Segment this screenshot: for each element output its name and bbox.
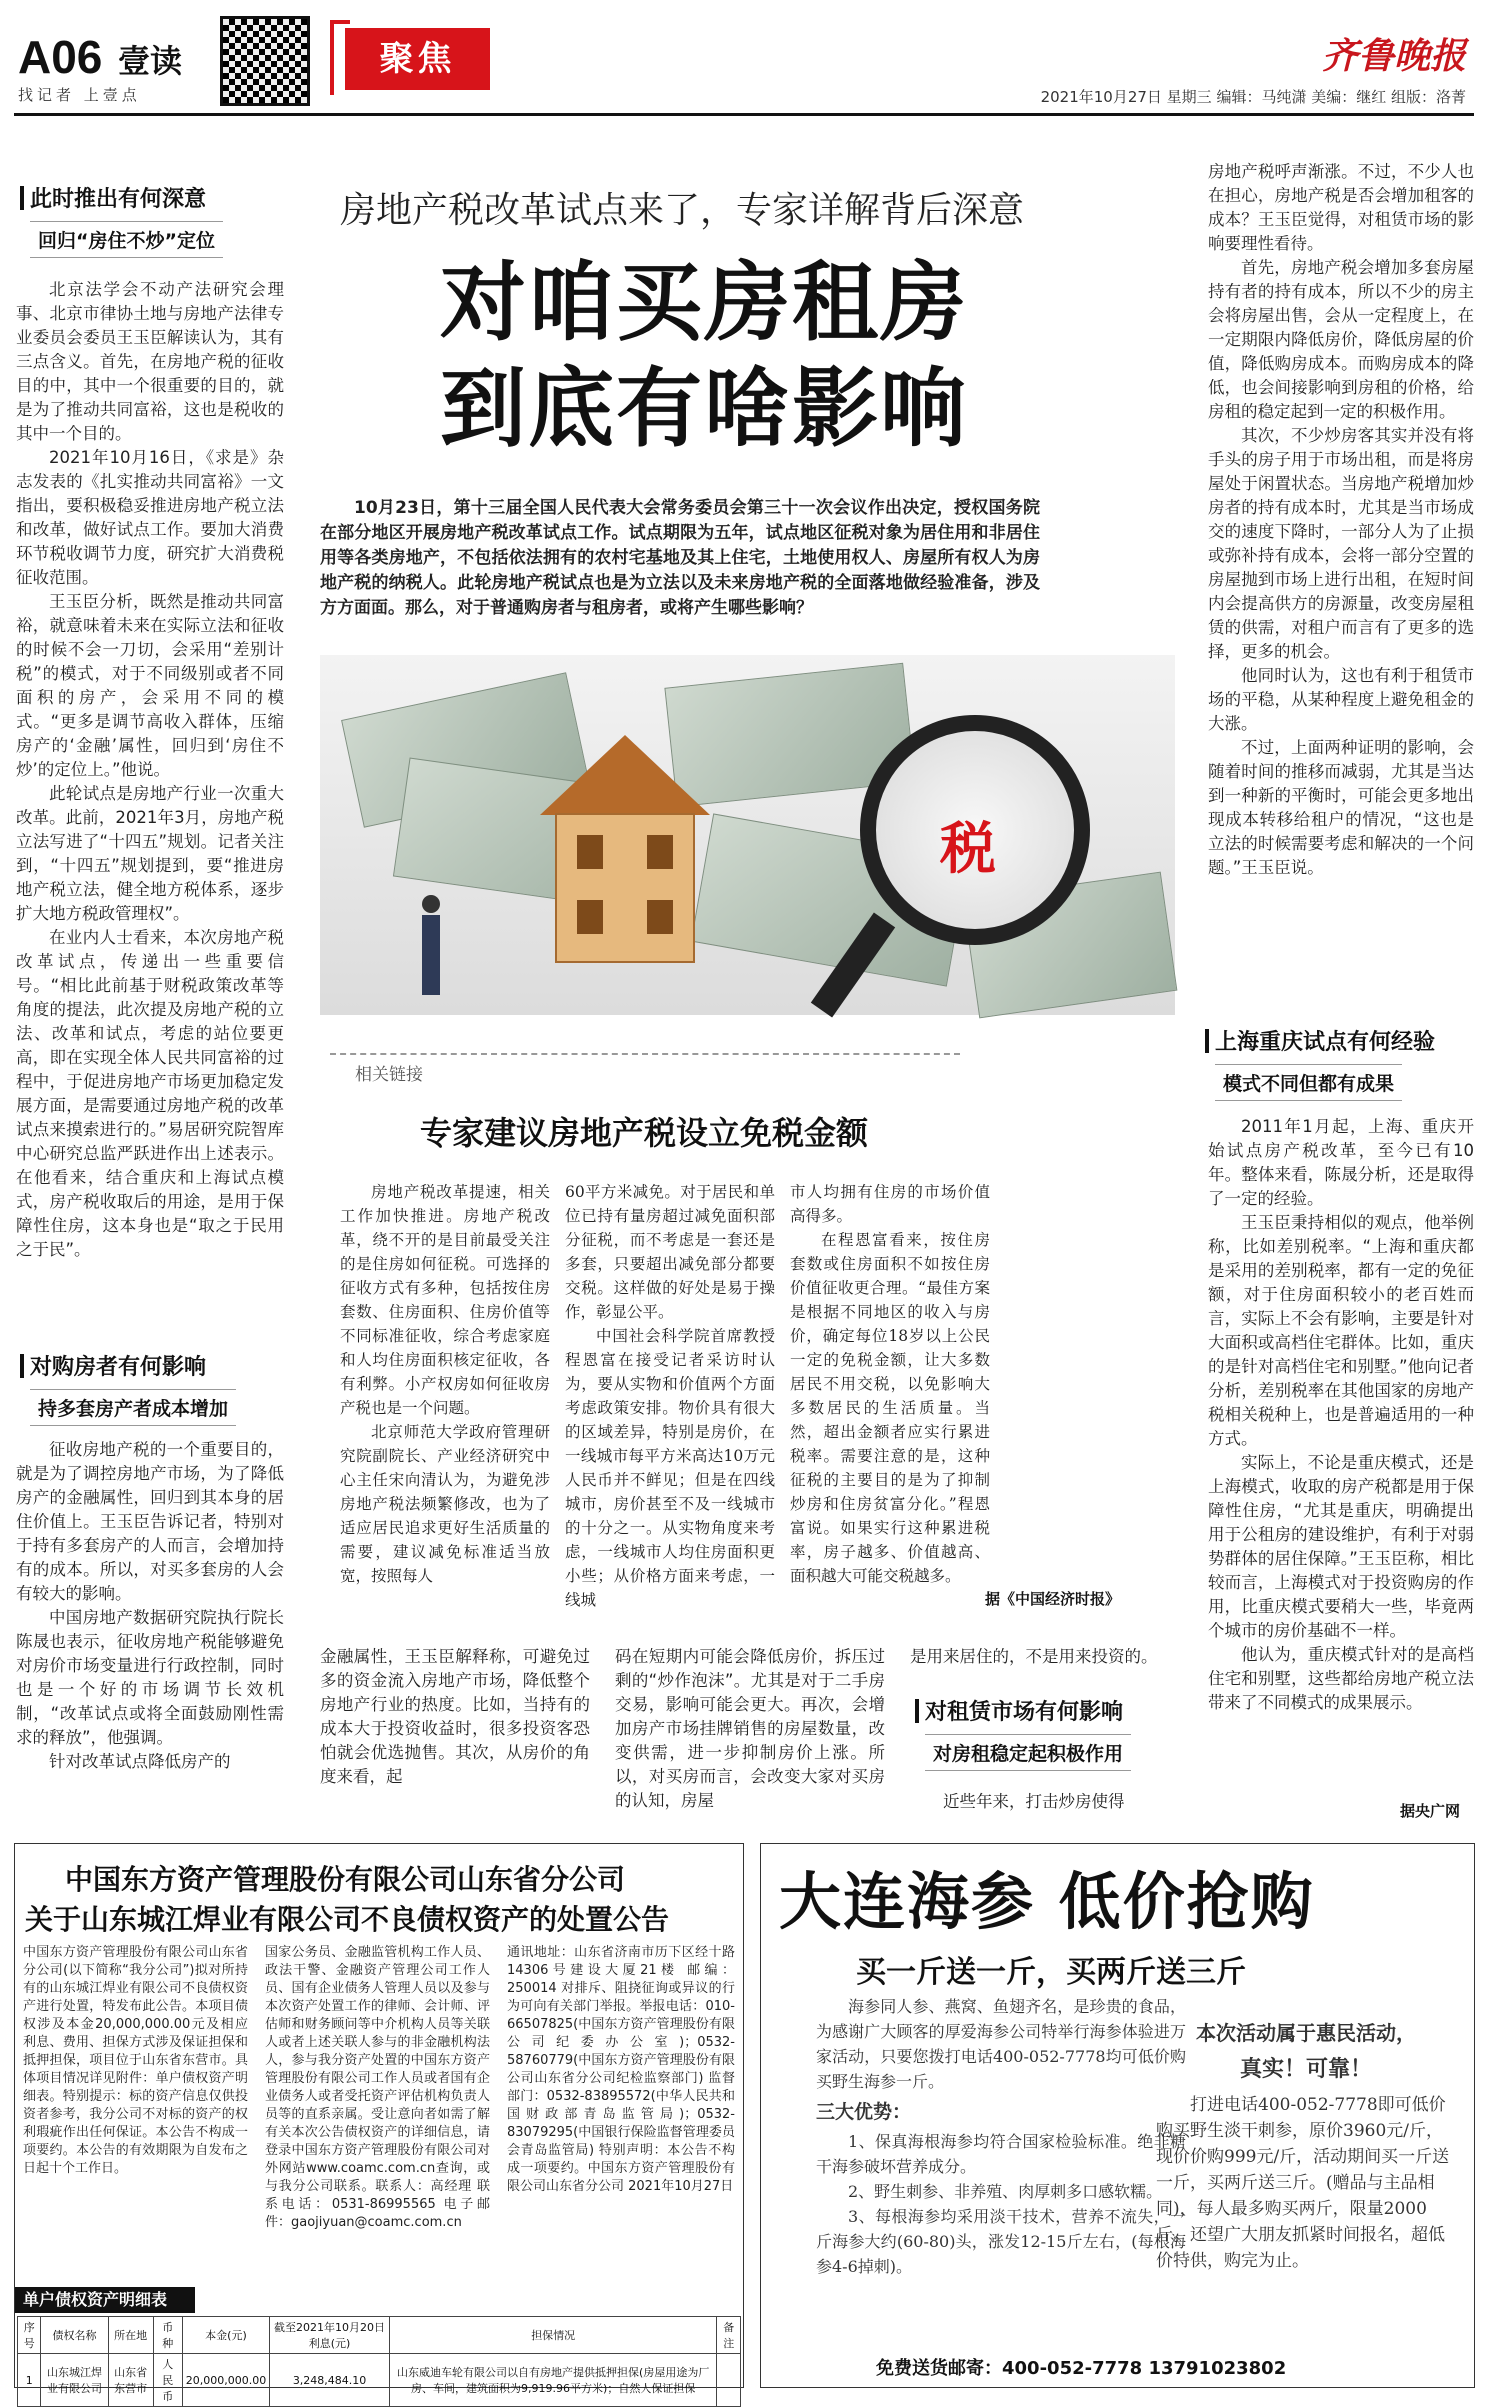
headline-line1: 对咱买房租房	[440, 253, 968, 353]
related-col1	[340, 1180, 550, 1588]
paragraph: 不过，上面两种证明的影响，会随着时间的推移而减弱，尤其是当达到一种新的平衡时，可能会更多地出现成本转移给租户的情况，“这也是立法的时候需要考虑和解决的一个问题。”王玉臣说。	[1208, 738, 1474, 877]
section3-title: 上海重庆试点有何经验	[1215, 1030, 1436, 1055]
left-column-text-2	[16, 1438, 284, 1774]
paragraph: 针对改革试点降低房产的	[49, 1752, 231, 1771]
table-header: 币种	[153, 2317, 182, 2354]
table-cell: 1	[18, 2354, 41, 2407]
asset-table	[17, 2316, 741, 2407]
paragraph: 码在短期内可能会降低房价，拆压过剩的“炒作泡沫”。尤其是对于二手房交易，影响可能会更大。再次，会增加房产市场挂牌销售的房屋数量，改变供需，进一步抑制房价上涨。所以，对买房而言，会改变大家对买房的认知，房屋	[615, 1647, 885, 1810]
paragraph: 房地产税改革提速，相关工作加快推进。房地产税改革，绕不开的是目前最受关注的是住房如何征税。可选择的征收方式有多种，包括按住房套数、住房面积、住房价值等不同标准征收，综合考虑家庭和人均住房面积核定征收，各有利弊。小产权房如何征收房产税也是一个问题。	[340, 1183, 550, 1417]
advantages-title: 三大优势：	[816, 2101, 912, 2123]
ad-body-right	[1156, 2020, 1456, 2274]
table-header: 本金(元)	[182, 2317, 269, 2354]
paragraph: 在业内人士看来，本次房地产税改革试点，传递出一些重要信号。“相比此前基于财税政策改革等角度的提法，此次提及房地产税的立法、改革和试点，考虑的站位要更高，即在实现全体人民共同富裕的过程中，于促进房地产市场更加稳定发展方面，是需要通过房地产税的改革试点来摸索进行的。”易居研究院智库中心研究总监严跃进作出上述表示。在他看来，结合重庆和上海试点模式，房产税收取后的用途，是用于保障性住房，这本身也是“取之于民用之于民”。	[16, 928, 284, 1259]
right-column-text-2	[1208, 1115, 1474, 1715]
table-cell	[717, 2354, 741, 2407]
paragraph: 中国房地产数据研究院执行院长陈晟也表示，征收房地产税能够避免对房价市场变量进行行政控制，同时也是一个好的市场调节长效机制，“改革试点或将全面鼓励刚性需求的释放”，他强调。	[16, 1608, 284, 1747]
section2-subtitle: 持多套房产者成本增加	[30, 1389, 236, 1426]
paragraph: 在程恩富看来，按住房套数或住房面积不如按住房价值征收更合理。“最佳方案是根据不同地区的收入与房价，确定每位18岁以上公民一定的免税金额，让大多数居民不用交税，以免影响大多数居民的生活质量。当然，超出金额者应实行累进税率。需要注意的是，这种征税的主要目的是为了抑制炒房和住房贫富分化。”程恩富说。如果实行这种累进税率，房子越多、价值越高、面积越大可能交税越多。	[790, 1231, 990, 1585]
headline-line2: 到底有啥影响	[440, 359, 968, 459]
section-name: 壹读	[118, 42, 183, 80]
focus-label: 聚焦	[345, 28, 490, 90]
table-header: 截至2021年10月20日利息(元)	[270, 2317, 390, 2354]
paragraph: 其次，不少炒房客其实并没有将手头的房子用于市场出租，而是将房屋处于闲置状态。当房地产税增加炒房者的持有成本时，尤其是当市场成交的速度下降时，一部分人为了止损或弥补持有成本，会将一部分空置的房屋抛到市场上进行出租，在短时间内会提高供方的房源量，改变房屋租赁的供需，对租户而言有了更多的选择，更多的机会。	[1208, 426, 1474, 661]
sea-cucumber-ad	[760, 1843, 1475, 2388]
center-bottom-col3	[910, 1645, 1180, 1669]
section1-title: 此时推出有何深意	[30, 187, 207, 212]
ad-notice-1: 本次活动属于惠民活动，	[1196, 2021, 1416, 2045]
ad-subtitle: 买一斤送一斤，买两斤送三斤	[856, 1955, 1246, 1990]
paragraph: 实际上，不论是重庆模式，还是上海模式，收取的房产税都是用于保障性住房，“尤其是重庆，明确提出用于公租房的建设维护，有利于对弱势群体的居住保障。”王玉臣称，相比较而言，上海模式对于投资购房的作用，比重庆模式要稍大一些，毕竟两个城市的房价基础不一样。	[1208, 1453, 1474, 1640]
table-header: 债权名称	[41, 2317, 108, 2354]
center-bottom-col2	[615, 1645, 885, 1813]
left-column-text	[16, 278, 284, 1262]
paragraph: 近些年来，打击炒房使得	[943, 1792, 1125, 1811]
paragraph: 王玉臣分析，既然是推动共同富裕，就意味着未来在实际立法和征收的时候不会一刀切，会采用“差别计税”的模式，对于不同级别或者不同面积的房产，会采用不同的模式。“更多是调节高收入群体，压缩房产的‘金融’属性，回归到‘房住不炒’的定位上。”他说。	[16, 592, 284, 779]
advantage-item: 2、野生刺参、非养殖、肉厚刺多口感软糯。	[848, 2182, 1163, 2201]
slogan: 找记者 上壹点	[18, 86, 141, 104]
ad-body-left	[816, 1994, 1186, 2279]
tax-character: 税	[940, 817, 996, 882]
paragraph: 金融属性，王玉臣解释称，可避免过多的资金流入房地产市场，降低整个房地产行业的热度。比如，当持有的成本大于投资收益时，很多投资客恐怕就会优选抛售。其次，从房价的角度来看，起	[320, 1647, 590, 1786]
table-header: 序号	[18, 2317, 41, 2354]
notice-body-2: 国家公务员、金融监管机构工作人员、政法干警、金融资产管理公司工作人员、国有企业债务人管理人员以及参与本次资产处置工作的律师、会计师、评估师和财务顾问等中介机构人员等关联人或者上述关联人参与的非金融机构法人，参与我分资产处置的中国东方资产管理股份有限公司工作人员或者国有企业债务人或者受托资产评估机构负责人员等的直系亲属。受让意向者如需了解有关本次公告债权资产的详细信息，请登录中国东方资产管理股份有限公司对外网站www.coamc.com.cn查询，或与我分公司联系。联系人：高经理 联系电话：0531-86995565 电子邮件：gaojiyuan@coamc.com.cn	[265, 1945, 490, 2230]
figurine-icon	[420, 895, 442, 995]
notice-title: 关于山东城江焊业有限公司不良债权资产的处置公告	[25, 1903, 670, 1936]
paragraph: 房地产税呼声渐涨。不过，不少人也在担心，房地产税是否会增加租客的成本？王玉臣觉得，对租赁市场的影响要理性看待。	[1208, 162, 1474, 253]
table-header-row	[18, 2317, 741, 2354]
related-tag: 相关链接	[355, 1065, 423, 1085]
table-header: 所在地	[108, 2317, 153, 2354]
paragraph: 首先，房地产税会增加多套房屋持有者的持有成本，所以不少的房主会将房屋出售，会从一定程度上，在一定期限内降低房价，降低房屋的价值，降低购房成本。而购房成本的降低，也会间接影响到房租的价格，给房租的稳定起到一定的积极作用。	[1208, 258, 1474, 421]
table-cell: 20,000,000.00	[182, 2354, 269, 2407]
advantage-item: 1、保真海根海参均符合国家检验标准。绝非糖干海参破坏营养成分。	[816, 2132, 1186, 2176]
paragraph: 北京师范大学政府管理研究院副院长、产业经济研究中心主任宋向清认为，为避免涉房地产税法频繁修改，也为了适应居民追求更好生活质量的需要，建议减免标准适当放宽，按照每人	[340, 1423, 550, 1585]
issue-meta: 2021年10月27日 星期三 编辑：马纯潇 美编：继红 组版：洛菁	[1040, 88, 1466, 106]
asset-disposal-notice	[14, 1843, 744, 2403]
paragraph: 是用来居住的，不是用来投资的。	[910, 1647, 1158, 1666]
table-cell: 山东威迪车轮有限公司以自有房地产提供抵押担保(房屋用途为厂房、车间，建筑面积为9,919.96平方米)；自然人保证担保	[389, 2354, 717, 2407]
article-kicker: 房地产税改革试点来了，专家详解背后深意	[340, 190, 1025, 231]
right-source: 据央广网	[1400, 1802, 1461, 1820]
notice-body-1: 中国东方资产管理股份有限公司山东省分公司(以下简称“我分公司”)拟对所持有的山东城江焊业有限公司不良债权资产进行处置，特发布此公告。本项目债权涉及本金20,000,000.00元及相应利息、费用、担保方式涉及保证担保和抵押担保，项目位于山东省东营市。具体项目情况详见附件：单户债权资产明细表。特别提示：标的资产信息仅供投资者参考，我分公司不对标的资产的权利瑕疵作出任何保证。本公告不构成一项要约。本公告的有效期限为自发布之日起十个工作日。	[23, 1945, 248, 2176]
newspaper-logo: 齐鲁晚报	[1321, 35, 1466, 77]
section4-title: 对租赁市场有何影响	[925, 1700, 1124, 1725]
notice-company: 中国东方资产管理股份有限公司山东省分公司	[65, 1863, 626, 1896]
section1-subtitle: 回归“房住不炒”定位	[30, 221, 223, 258]
ad-title: 大连海参 低价抢购	[779, 1865, 1315, 1938]
paragraph: 市人均拥有住房的市场价值高得多。	[790, 1183, 990, 1225]
asset-table-title: 单户债权资产明细表	[15, 2287, 195, 2313]
paragraph: 2011年1月起，上海、重庆开始试点房产税改革，至今已有10年。整体来看，陈晟分析，还是取得了一定的经验。	[1208, 1117, 1474, 1208]
center-bottom-col3b	[910, 1790, 1180, 1814]
table-header: 备注	[717, 2317, 741, 2354]
related-source: 据《中国经济时报》	[985, 1590, 1121, 1608]
section4-subtitle: 对房租稳定起积极作用	[925, 1734, 1131, 1771]
paragraph: 北京法学会不动产法研究会理事、北京市律协土地与房地产法律专业委员会委员王玉臣解读认为，其有三点含义。首先，在房地产税的征收目的中，其中一个很重要的目的，就是为了推动共同富裕，这也是税收的其中一个目的。	[16, 280, 284, 443]
right-column-text	[1208, 160, 1474, 880]
paragraph: 此轮试点是房地产行业一次重大改革。此前，2021年3月，房地产税立法写进了“十四五”规划。记者关注到，“十四五”规划提到，要“推进房地产税立法，健全地方税体系，逐步扩大地方税政管理权”。	[16, 784, 284, 923]
table-cell: 人民币	[153, 2354, 182, 2407]
paragraph: 王玉臣秉持相似的观点，他举例称，比如差别税率。“上海和重庆都是采用的差别税率，都有一定的免征额，对于住房面积较小的老百姓而言，实际上不会有影响，主要是针对大面积或高档住宅群体。比如，重庆的是针对高档住宅和别墅。”他向记者分析，差别税率在其他国家的房地产税相关税种上，也是普遍适用的一种方式。	[1208, 1213, 1474, 1448]
advantage-item: 3、每根海参均采用淡干技术，营养不流失，一斤海参大约(60-80)头，涨发12-15斤左右，(每根海参4-6掉刺)。	[816, 2207, 1186, 2276]
house-tax-illustration	[320, 655, 1175, 1015]
section3-heading	[1215, 1025, 1435, 1101]
table-cell: 3,248,484.10	[270, 2354, 390, 2407]
article-lead: 10月23日，第十三届全国人民代表大会常务委员会第三十一次会议作出决定，授权国务院在部分地区开展房地产税改革试点工作。试点期限为五年，试点地区征税对象为居住用和非居住用等各类房地产，不包括依法拥有的农村宅基地及其上住宅，土地使用权人、房屋所有权人为房地产税的纳税人。此轮房地产税试点也是为立法以及未来房地产税的全面落地做经验准备，涉及方方面面。那么，对于普通购房者与租房者，或将产生哪些影响？	[320, 498, 1040, 618]
table-row	[18, 2354, 741, 2407]
header-divider	[14, 113, 1474, 116]
article-headline	[440, 250, 968, 462]
related-title: 专家建议房地产税设立免税金额	[420, 1114, 869, 1152]
section1-heading	[30, 182, 223, 258]
section2-heading	[30, 1350, 236, 1426]
paragraph: 海参同人参、燕窝、鱼翅齐名，是珍贵的食品，为感谢广大顾客的厚爱海参公司特举行海参体验进万家活动，只要您拨打电话400-052-7778均可低价购买野生海参一斤。	[816, 1997, 1186, 2091]
table-cell: 山东省东营市	[108, 2354, 153, 2407]
paragraph: 2021年10月16日，《求是》杂志发表的《扎实推动共同富裕》一文指出，要积极稳妥推进房地产税立法和改革，做好试点工作。要加大消费环节税收调节力度，研究扩大消费税征收范围。	[16, 448, 284, 587]
paragraph: 60平方米减免。对于居民和单位已持有量房超过减免面积部分征税，而不考虑是一套还是多套，只要超出减免部分都要交税。这样做的好处是易于操作，彰显公平。	[565, 1183, 775, 1321]
paragraph: 他认为，重庆模式针对的是高档住宅和别墅，这些都给房地产税立法带来了不同模式的成果展示。	[1208, 1645, 1474, 1712]
notice-body-3: 通讯地址：山东省济南市历下区经十路14306号建设大厦21楼 邮编：250014 对排斥、阻挠征询或异议的行为可向有关部门举报。举报电话：010-66507825(中国东方资产管理股份有限公司纪委办公室)；0532-58760779(中国东方资产管理股份有限公司山东省分公司纪检监察部门) 监督部门：0532-83895572(中华人民共和国财政部青岛监管局)；0532-83079295(中国银行保险监督管理委员会青岛监管局) 特别声明：本公告不构成一项要约。中国东方资产管理股份有限公司山东省分公司 2021年10月27日	[507, 1945, 735, 2194]
section2-title: 对购房者有何影响	[30, 1355, 207, 1380]
center-bottom-col1	[320, 1645, 590, 1789]
table-cell: 山东城江焊业有限公司	[41, 2354, 108, 2407]
paragraph: 打进电话400-052-7778即可低价购买野生淡干刺参，原价3960元/斤，现价价购999元/斤，活动期间买一斤送一斤，买两斤送三斤。(赠品与主品相同)，每人最多购买两斤，限量2000斤。还望广大朋友抓紧时间报名，超低价特供，购完为止。	[1156, 2095, 1450, 2271]
related-col2	[565, 1180, 775, 1612]
table-header: 担保情况	[389, 2317, 717, 2354]
related-col3	[790, 1180, 990, 1588]
ad-notice-2: 真实！可靠！	[1239, 2056, 1372, 2082]
paragraph: 征收房地产税的一个重要目的，就是为了调控房地产市场，为了降低房产的金融属性，回归到其本身的居住价值上。王玉臣告诉记者，特别对于持有多套房产的人而言，会增加持有的成本。所以，对买多套房的人会有较大的影响。	[16, 1440, 284, 1603]
section3-subtitle: 模式不同但都有成果	[1215, 1064, 1402, 1101]
related-box-border	[330, 1053, 960, 1063]
qr-code-icon[interactable]	[220, 16, 310, 106]
page-number: A06	[18, 31, 103, 83]
paragraph: 他同时认为，这也有利于租赁市场的平稳，从某种程度上避免租金的大涨。	[1208, 666, 1474, 733]
section4-heading	[925, 1695, 1131, 1771]
ad-footer: 免费送货邮寄：400-052-7778 13791023802	[876, 2358, 1287, 2379]
house-model-icon	[540, 735, 710, 965]
paragraph: 中国社会科学院首席教授程恩富在接受记者采访时认为，要从实物和价值两个方面考虑政策安排。物价具有很大的区域差异，特别是房价，在一线城市每平方米高达10万元人民币并不鲜见；但是在四线城市，房价甚至不及一线城市的十分之一。从实物角度来考虑，一线城市人均住房面积更小些；从价格方面来考虑，一线城	[565, 1327, 775, 1609]
